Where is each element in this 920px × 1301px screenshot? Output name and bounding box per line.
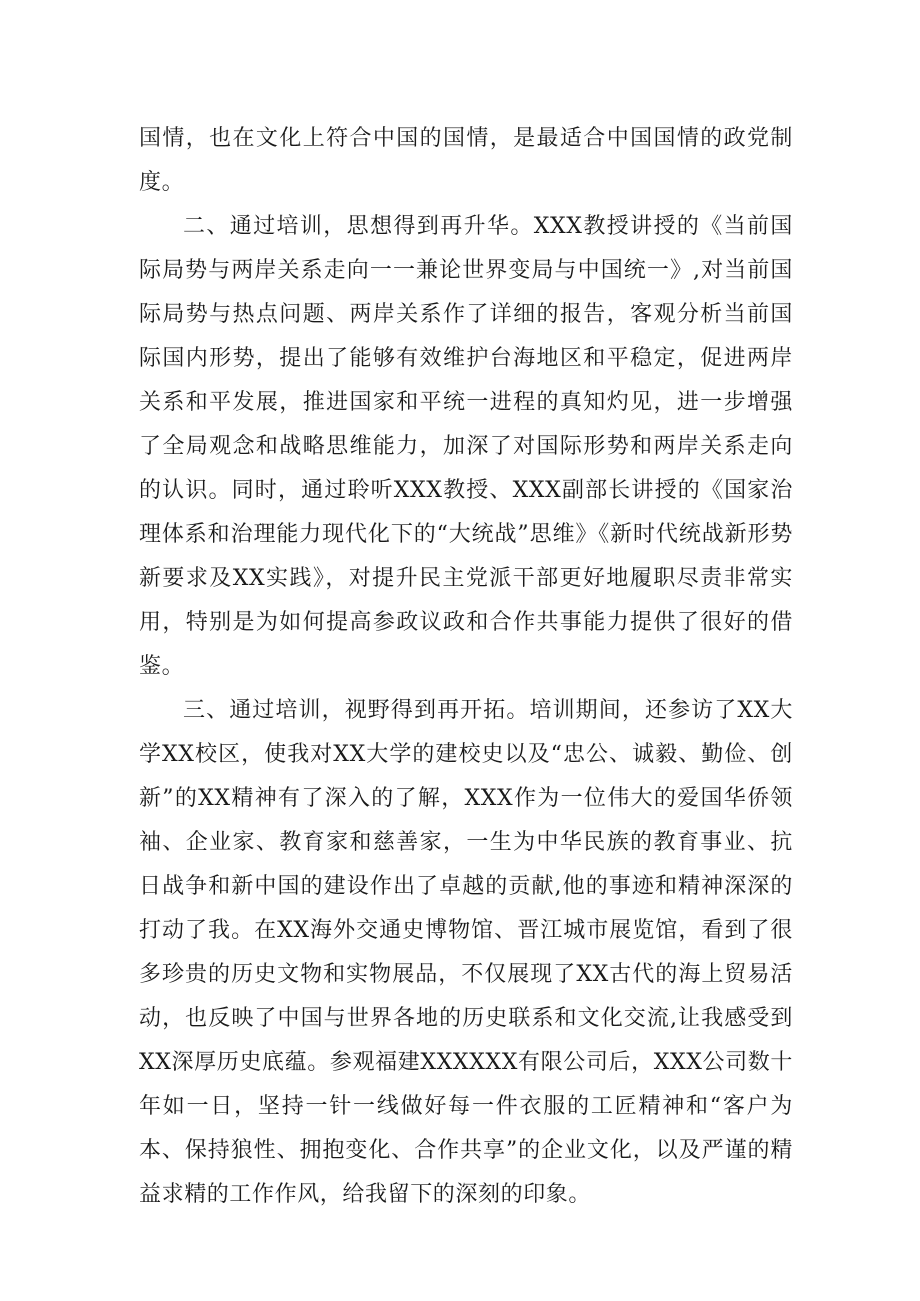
paragraph-continuation: 国情，也在文化上符合中国的国情，是最适合中国国情的政党制度。: [139, 126, 793, 195]
paragraph-section-two: 二、通过培训，思想得到再升华。XXX教授讲授的《当前国际局势与两岸关系走向一一兼论世界变局与中国统一》,对当前国际局势与热点问题、两岸关系作了详细的报告，客观分析当前国际国内形势，提出了能够有效维护台海地区和平稳定，促进两岸关系和平发展，推进国家和平统一进程的真知灼见，进一步增强了全局观念和战略思维能力，加深了对国际形势和两岸关系走向的认识。同时，通过聆听XXX教授、XXX副部长讲授的《国家治理体系和治理能力现代化下的“大统战”思维》《新时代统战新形势新要求及XX实践》，对提升民主党派干部更好地履职尽责非常实用，特别是为如何提高参政议政和合作共事能力提供了很好的借鉴。: [139, 214, 793, 679]
paragraph-section-three: 三、通过培训，视野得到再开拓。培训期间，还参访了XX大学XX校区，使我对XX大学的建校史以及“忠公、诚毅、勤俭、创新”的XX精神有了深入的了解，XXX作为一位伟大的爱国华侨领袖、企业家、教育家和慈善家，一生为中华民族的教育事业、抗日战争和新中国的建设作出了卓越的贡献,他的事迹和精神深深的打动了我。在XX海外交通史博物馆、晋江城市展览馆，看到了很多珍贵的历史文物和实物展品，不仅展现了XX古代的海上贸易活动，也反映了中国与世界各地的历史联系和文化交流,让我感受到XX深厚历史底蕴。参观福建XXXXXX有限公司后，XXX公司数十年如一日，坚持一针一线做好每一件衣服的工匠精神和“客户为本、保持狼性、拥抱变化、合作共享”的企业文化，以及严谨的精益求精的工作作风，给我留下的深刻的印象。: [139, 698, 793, 1207]
document-body: [139, 117, 793, 1217]
